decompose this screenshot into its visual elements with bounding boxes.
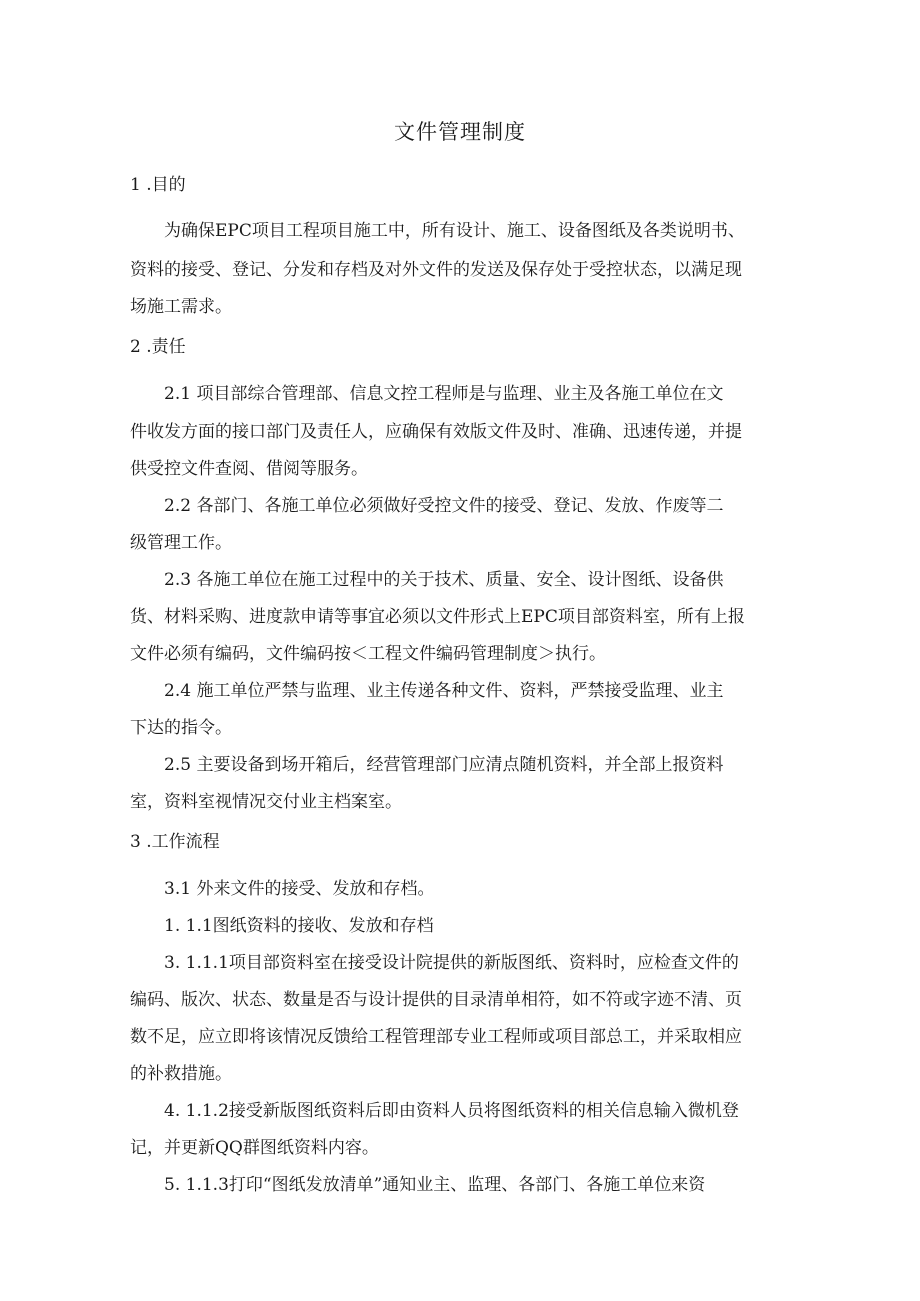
clause-line: 2.3 各施工单位在施工过程中的关于技术、质量、安全、设计图纸、设备供 [164,570,724,590]
paragraph-line: 场施工需求。 [130,297,232,317]
clause-line: 的补救措施。 [130,1064,232,1084]
clause-line: 5. 1.1.3打印“图纸发放清单”通知业主、监理、各部门、各施工单位来资 [164,1175,706,1195]
clause-line: 2.1 项目部综合管理部、信息文控工程师是与监理、业主及各施工单位在文 [164,384,724,404]
clause-line: 数不足，应立即将该情况反馈给工程管理部专业工程师或项目部总工，并采取相应 [130,1027,742,1047]
clause-line: 3. 1.1.1项目部资料室在接受设计院提供的新版图纸、资料时，应检查文件的 [164,953,739,973]
clause-line: 4. 1.1.2接受新版图纸资料后即由资料人员将图纸资料的相关信息输入微机登 [164,1101,739,1121]
section-heading-purpose: 1 .目的 [130,175,186,195]
clause-line: 件收发方面的接口部门及责任人，应确保有效版文件及时、准确、迅速传递，并提 [130,422,742,442]
clause-line: 室，资料室视情况交付业主档案室。 [130,792,402,812]
clause-line: 下达的指令。 [130,718,232,738]
section-heading-responsibility: 2 .责任 [130,337,186,357]
clause-line: 2.4 施工单位严禁与监理、业主传递各种文件、资料，严禁接受监理、业主 [164,681,724,701]
clause-line: 级管理工作。 [130,533,232,553]
section-heading-workflow: 3 .工作流程 [130,832,220,852]
clause-line: 编码、版次、状态、数量是否与设计提供的目录清单相符，如不符或字迹不清、页 [130,990,742,1010]
clause-line: 文件必须有编码，文件编码按＜工程文件编码管理制度＞执行。 [130,644,606,664]
clause-line: 记，并更新QQ群图纸资料内容。 [130,1138,379,1158]
clause-line: 供受控文件查阅、借阅等服务。 [130,459,368,479]
clause-line: 货、材料采购、进度款申请等事宜必须以文件形式上EPC项目部资料室，所有上报 [130,607,745,627]
clause-line: 1. 1.1图纸资料的接收、发放和存档 [164,916,434,936]
clause-line: 3.1 外来文件的接受、发放和存档。 [164,879,435,899]
document-title: 文件管理制度 [394,120,526,144]
clause-line: 2.5 主要设备到场开箱后，经营管理部门应清点随机资料，并全部上报资料 [164,755,724,775]
clause-line: 2.2 各部门、各施工单位必须做好受控文件的接受、登记、发放、作废等二 [164,496,724,516]
paragraph-line: 资料的接受、登记、分发和存档及对外文件的发送及保存处于受控状态，以满足现 [130,260,742,280]
paragraph-line: 为确保EPC项目工程项目施工中，所有设计、施工、设备图纸及各类说明书、 [164,221,745,241]
